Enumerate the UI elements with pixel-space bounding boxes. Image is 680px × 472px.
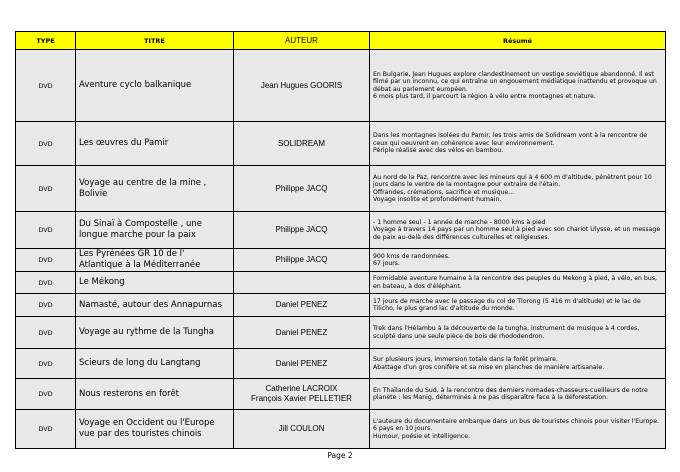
table-row [16, 317, 666, 349]
resume-cell: 17 jours de marche avec le passage du col de Tlorong (5 416 m d'altitude) et le lac de Tilicho, le plus grand lac d'altitude du monde. [370, 294, 666, 317]
type-cell: DVD [16, 317, 76, 349]
titre-cell: Voyage au rythme de la Tungha [76, 317, 234, 349]
titre-cell: Voyage en Occident ou l'Europe vue par des touristes chinois [76, 410, 234, 449]
type-cell: DVD [16, 410, 76, 449]
table-row [16, 50, 666, 122]
table-row [16, 249, 666, 272]
titre-cell: Aventure cyclo balkanique [76, 50, 234, 122]
resume-cell: L'auteure du documentaire embarque dans un bus de touristes chinois pour visiter l'Europe. 6 pays en 10 jours. Humour, poésie et intelligence. [370, 410, 666, 449]
type-cell: DVD [16, 50, 76, 122]
table-row [16, 349, 666, 379]
table-row [16, 379, 666, 410]
auteur-cell: Daniel PENEZ [234, 294, 370, 317]
resume-cell: En Thaïlande du Sud, à la rencontre des derniers nomades-chasseurs-cueilleurs de notre planète : les Manig, déterminés à ne pas disparaître face à la déforestation. [370, 379, 666, 410]
page-number: Page 2 [327, 451, 353, 460]
titre-cell: Les œuvres du Pamir [76, 122, 234, 166]
catalog-table [15, 31, 666, 449]
titre-cell: Le Mékong [76, 272, 234, 294]
resume-cell: Sur plusieurs jours, immersion totale dans la forêt primaire. Abattage d'un gros conifère et sa mise en planches de manière artisanale. [370, 349, 666, 379]
table-row [16, 272, 666, 294]
resume-cell: 900 kms de randonnées. 67 jours. [370, 249, 666, 272]
titre-cell: Voyage au centre de la mine , Bolivie [76, 166, 234, 212]
type-cell: DVD [16, 272, 76, 294]
table-row [16, 294, 666, 317]
resume-cell: - 1 homme seul - 1 année de marche - 8000 kms à pied Voyage à travers 14 pays par un homme seul à pied avec son chariot Ulysse, et un message de paix au-delà des différences culturelles et religieuses. [370, 212, 666, 249]
resume-cell: Formidable aventure humaine à la rencontre des peuples du Mekong à pied, à vélo, en bus, en bateau, à dos d'éléphant. [370, 272, 666, 294]
auteur-cell: Philippe JACQ [234, 212, 370, 249]
table-row [16, 166, 666, 212]
type-cell: DVD [16, 249, 76, 272]
resume-cell: Dans les montagnes isolées du Pamir, les trois amis de Solidream vont à la rencontre de ceux qui oeuvrent en cohérence avec leur environnement. Périple réalisé avec des vélos en bambou. [370, 122, 666, 166]
table-row [16, 410, 666, 449]
titre-cell: Scieurs de long du Langtang [76, 349, 234, 379]
titre-cell: Les Pyrénées GR 10 de l' Atlantique à la Méditerranée [76, 249, 234, 272]
type-cell: DVD [16, 379, 76, 410]
auteur-cell: Daniel PENEZ [234, 349, 370, 379]
header-titre: TITRE [76, 32, 234, 50]
resume-cell: Au nord de la Paz, rencontre avec les mineurs qui à 4 600 m d'altitude, pénètrent pour 10 jours dans le ventre de la montagne pour extraire de l'étain. Offrandes, crémations, sacrifice et musique... Voyage insolite et profondément humain. [370, 166, 666, 212]
header-row [16, 32, 666, 50]
titre-cell: Du Sinaï à Compostelle , une longue marche pour la paix [76, 212, 234, 249]
resume-cell: En Bulgarie, Jean Hugues explore clandestinement un vestige soviétique abandonné. Il est filmé par un inconnu, ce qui entraîne un engouement médiatique inattendu et provoque un débat au parlement européen. 6 mois plus tard, il parcourt la région à vélo entre montagnes et nature. [370, 50, 666, 122]
table-row [16, 212, 666, 249]
titre-cell: Nous resterons en forêt [76, 379, 234, 410]
header-type: TYPE [16, 32, 76, 50]
header-resume: Résumé [370, 32, 666, 50]
type-cell: DVD [16, 294, 76, 317]
auteur-cell: Jean Hugues GOORIS [234, 50, 370, 122]
titre-cell: Namasté, autour des Annapurnas [76, 294, 234, 317]
table-row [16, 122, 666, 166]
auteur-cell: SOLIDREAM [234, 122, 370, 166]
auteur-cell: Philippe JACQ [234, 166, 370, 212]
type-cell: DVD [16, 349, 76, 379]
auteur-cell: Daniel PENEZ [234, 317, 370, 349]
auteur-cell [234, 272, 370, 294]
auteur-cell: Catherine LACROIX François Xavier PELLETIER [234, 379, 370, 410]
header-auteur: AUTEUR [234, 32, 370, 50]
type-cell: DVD [16, 166, 76, 212]
type-cell: DVD [16, 122, 76, 166]
auteur-cell: Jill COULON [234, 410, 370, 449]
auteur-cell: Philippe JACQ [234, 249, 370, 272]
resume-cell: Trek dans l'Hélambu à la découverte de la tungha, instrument de musique à 4 cordes, sculpté dans une seule pièce de bois de rhododendron. [370, 317, 666, 349]
type-cell: DVD [16, 212, 76, 249]
